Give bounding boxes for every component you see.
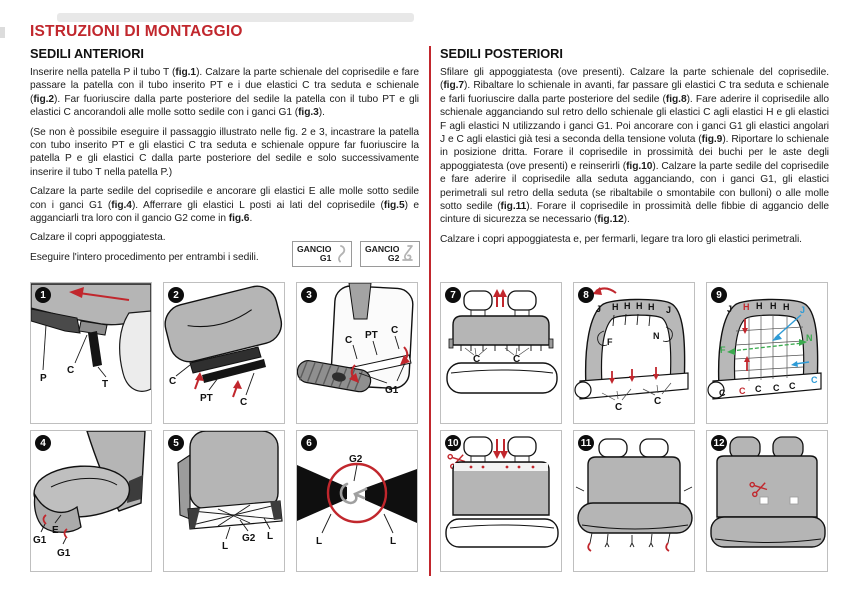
label-c: C [789,381,796,391]
label-pt: PT [200,393,213,404]
label-c: C [513,354,521,365]
figure-6-number: 6 [301,435,317,451]
hook-g2-legend [360,241,420,267]
figure-5 [163,430,285,572]
faded-edge-mark [0,27,5,38]
label-c: C [755,384,762,394]
figure-1-illustration [31,283,151,423]
front-seats-column [30,46,419,270]
paragraph: Sfilare gli appoggiatesta (ove presenti). Calzare la parte schienale del coprisedile. (fig.7). Ribaltare lo schienale in avanti, far passare gli elastici C tra seduta e schienale e farli fuoriuscire dalla parte posteriore del sedile (fig.8). Fare aderire il coprisedile allo schienale agganciando sul retro dello schienale gli elastici C agli elastici H e gli elastici F agli elastici N utilizzando i ganci G1. Poi ancorare con i ganci G1 gli elastici angolari J e C agli elastici già tesi a seconda della tensione voluta (fig.9). Riportare lo schienale in posizione dritta. Forare il coprisedile in prossimità dei buchi per le aste degli appoggiatesta (ove presenti) e reinserirli (fig.10). Calzare la parte sedile del coprisedile e fare aderire il coprisedile alla seduta agganciando, con i ganci G1, gli elastici perimetrali sul retro della seduta (se ribaltabile o smontabile con bulloni) o alle molle sotto sedile (fig.11). Forare il coprisedile in prossimità delle fibbie di aggancio delle cinture di sicurezza se necessario (fig.12). [440,67,830,226]
figure-11-number: 11 [578,435,594,451]
label-g1: G1 [385,385,399,396]
label-g1: G1 [33,535,47,546]
figure-9-illustration [707,283,827,423]
label-l: L [222,541,229,552]
paragraph: Eseguire l'intero procedimento per entrambi i sedili. [30,251,259,263]
page-title: ISTRUZIONI DI MONTAGGIO [30,23,243,40]
label-c: C [615,402,623,413]
figure-5-number: 5 [168,435,184,451]
label-c: C [473,354,481,365]
label-c: C [169,376,177,387]
bench-shape [446,462,558,547]
figure-9 [706,282,828,424]
figure-10-number: 10 [445,435,461,451]
figure-6 [296,430,418,572]
figure-12-illustration [707,431,827,571]
paragraph: (Se non è possibile eseguire il passaggio illustrato nelle fig. 2 e 3, incastrare la patella con tubo inserito PT e gli elastici C tra seduta e schienale oppure far fuoriuscire la patella P e gli elastici C dalla parte posteriore del sedile e solo successivamente inserire il tubo T nella patella P.) [30,126,419,178]
label-n: N [653,331,660,341]
figure-3-illustration [297,283,417,423]
figure-8 [573,282,695,424]
figure-8-number: 8 [578,287,594,303]
label-h: H [612,302,619,312]
label-c: C [654,396,662,407]
label-h-red: H [743,302,750,312]
paragraph: Inserire nella patella P il tubo T (fig.1). Calzare la parte schienale del coprisedile e fare passare la patella con il tubo inserito PT e i due elastici C tra seduta e schienale (fig.2). Far fuoriuscire dalla parte posteriore del sedile la patella con il tubo PT e gli elastici C ancorandoli alle molle sotto sedile con i ganci G1 (fig.3). [30,67,419,119]
figure-10-illustration [441,431,561,571]
headrests [464,437,536,462]
label-pt: PT [365,330,378,341]
paragraph: Calzare i copri appoggiatesta e, per fermarli, legare tra loro gli elastici perimetrali. [440,233,802,245]
label-l: L [267,531,274,542]
label-h: H [648,302,655,312]
tilted-backrest-shape [575,299,688,399]
figure-11-illustration [574,431,694,571]
label-p: P [40,373,47,384]
section-heading-rear-seats: SEDILI POSTERIORI [440,46,563,61]
figure-4-illustration [31,431,151,571]
figure-3-number: 3 [301,287,317,303]
label-e: E [52,525,59,536]
figure-6-illustration [297,431,417,571]
label-j: J [727,304,733,314]
label-g2: G2 [242,533,256,544]
figure-9-number: 9 [711,287,727,303]
label-f: F [607,337,613,347]
label-g1: G1 [57,548,71,559]
label-f-green: F [720,345,726,355]
rear-seat-figures [440,282,829,572]
figure-12-number: 12 [711,435,727,451]
label-j-blue: J [800,305,806,315]
figure-7-number: 7 [445,287,461,303]
figure-10 [440,430,562,572]
label-c: C [240,397,248,408]
headrests [464,291,536,316]
paragraph: Calzare la parte sedile del coprisedile e ancorare gli elastici E alle molle sotto sedile con i ganci G1 (fig.4). Afferrare gli elastici L posti ai lati del coprisedile (fig.5) e agganciarli tra loro con il gancio G2 come in fig.6. [30,186,419,225]
front-seat-figures [30,282,419,572]
perimeter-elastics [588,533,670,551]
seat-rear-shape [178,431,282,529]
figure-4 [30,430,152,572]
hook-g1-label: GANCIO G1 [297,243,332,263]
front-seat-shape [34,431,145,532]
headrests [599,439,668,457]
figure-2-number: 2 [168,287,184,303]
label-h: H [770,301,777,311]
figure-4-number: 4 [35,435,51,451]
label-h: H [624,301,631,311]
pull-arrows [493,289,507,307]
figure-8-illustration [574,283,694,423]
figure-1 [30,282,152,424]
figure-12 [706,430,828,572]
hook-g1-icon [333,244,347,264]
bench-shape [447,316,557,393]
figure-11 [573,430,695,572]
figure-7-illustration [441,283,561,423]
rear-seats-column [440,46,829,252]
figure-2-illustration [164,283,284,423]
section-heading-front-seats: SEDILI ANTERIORI [30,46,144,61]
label-c: C [391,325,399,336]
label-c-blue: C [811,375,818,385]
label-j: J [596,304,602,314]
label-c: C [67,365,75,376]
label-h: H [783,302,790,312]
hook-g2-label: GANCIO G2 [365,243,400,263]
label-l: L [316,536,323,547]
label-c-red: C [739,386,746,396]
covered-bench-shape [576,457,692,533]
label-g2: G2 [349,454,363,465]
label-n-green: N [806,333,813,343]
insert-arrows [493,439,508,459]
hook-g1-legend [292,241,352,267]
figure-7 [440,282,562,424]
label-j: J [666,305,672,315]
label-t: T [102,379,109,390]
figure-1-number: 1 [35,287,51,303]
rotate-arrow [592,287,616,295]
faded-previous-text [57,13,414,22]
figure-3 [296,282,418,424]
figure-2 [163,282,285,424]
figure-5-illustration [164,431,284,571]
label-c: C [773,383,780,393]
label-c: C [345,335,353,346]
column-divider [429,46,431,576]
label-l: L [390,536,397,547]
label-h: H [636,301,643,311]
label-c: C [719,388,726,398]
label-h: H [756,301,763,311]
hook-g2-icon [400,244,415,264]
paragraph: Calzare il copri appoggiatesta. [30,232,166,244]
